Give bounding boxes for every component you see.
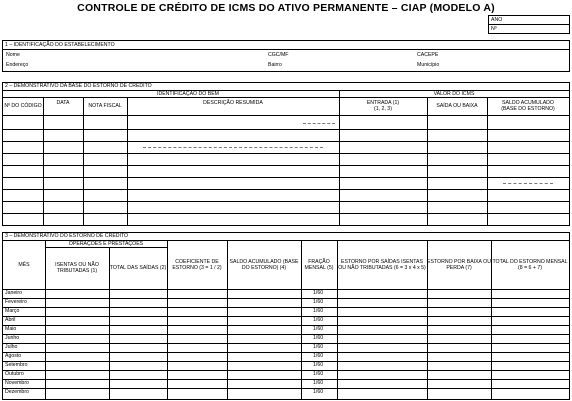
operacoes-header: OPERAÇÕES E PRESTAÇÕES	[68, 241, 144, 247]
col-total-saidas: TOTAL DAS SAÍDAS (2)	[109, 265, 167, 271]
month-label: Março	[5, 308, 20, 314]
col-numero-codigo: Nº DO CÓDIGO	[4, 103, 42, 109]
col-saldo-acumulado: SALDO ACUMULADO (BASE DO ESTORNO) (4)	[229, 259, 299, 271]
month-label: Janeiro	[5, 290, 23, 296]
fraction-value: 1/60	[313, 326, 324, 332]
col-entrada-label: ENTRADA (1)	[366, 100, 400, 106]
col-data: DATA	[56, 100, 70, 106]
col-saldo-label: SALDO ACUMULADO	[502, 100, 554, 106]
col-saldo-sub: (BASE DO ESTORNO)	[501, 106, 555, 112]
municipio-label: Município	[417, 62, 440, 68]
col-mes: MÊS	[18, 262, 30, 268]
month-label: Julho	[5, 344, 18, 350]
month-label: Fevereiro	[5, 299, 27, 305]
month-label: Agosto	[5, 353, 22, 359]
month-label: Setembro	[5, 362, 28, 368]
ano-numero-box	[488, 15, 570, 34]
section-estorno-credito	[2, 232, 570, 400]
col-estorno-saidas: ESTORNO POR SAÍDAS ISENTAS OU NÃO TRIBUTADAS (6 = 3 x 4 x 5)	[338, 259, 426, 271]
col-saldo	[487, 100, 569, 112]
col-fracao: FRAÇÃO MENSAL (5)	[304, 259, 334, 271]
month-label: Novembro	[5, 380, 29, 386]
bairro-label: Bairro	[268, 62, 282, 68]
col-descricao: DESCRIÇÃO RESUMIDA	[203, 100, 263, 106]
col-saida-baixa: SAÍDA OU BAIXA	[436, 103, 478, 109]
col-entrada	[339, 100, 427, 112]
fraction-value: 1/60	[313, 317, 324, 323]
ano-label: ANO	[491, 17, 503, 23]
col-entrada-sub: (1, 2, 3)	[374, 106, 392, 112]
month-rows	[3, 289, 569, 399]
fraction-value: 1/60	[313, 389, 324, 395]
nome-label: Nome	[6, 52, 20, 58]
month-label: Abril	[5, 317, 16, 323]
page-title: CONTROLE DE CRÉDITO DE ICMS DO ATIVO PERMANENTE – CIAP (MODELO A)	[77, 2, 495, 14]
fraction-value: 1/60	[313, 308, 324, 314]
month-label: Dezembro	[5, 389, 29, 395]
fraction-value: 1/60	[313, 380, 324, 386]
month-label: Junho	[5, 335, 20, 341]
section-identificacao	[2, 40, 570, 72]
section2-heading: 2 – DEMONSTRATIVO DA BASE DO ESTORNO DE CRÉDITO	[5, 83, 152, 89]
section3-heading: 3 – DEMONSTRATIVO DO ESTORNO DE CRÉDITO	[5, 233, 129, 239]
month-label: Maio	[5, 326, 17, 332]
fraction-value: 1/60	[313, 290, 324, 296]
endereco-label: Endereço	[6, 62, 29, 68]
fraction-value: 1/60	[313, 299, 324, 305]
fraction-value: 1/60	[313, 353, 324, 359]
cgcmf-label: CGC/MF	[268, 52, 289, 58]
valor-icms-header: VALOR DO ICMS	[433, 91, 475, 97]
month-label: Outubro	[5, 371, 24, 377]
col-estorno-perda: ESTORNO POR BAIXA OU PERDA (7)	[427, 259, 491, 271]
fraction-value: 1/60	[313, 344, 324, 350]
col-nota-fiscal: NOTA FISCAL	[88, 103, 122, 109]
col-isentas: ISENTAS OU NÃO TRIBUTADAS (1)	[55, 262, 99, 274]
section-base-estorno	[2, 82, 570, 226]
col-total-estorno: TOTAL DO ESTORNO MENSAL (8 = 6 + 7)	[492, 259, 568, 271]
fraction-value: 1/60	[313, 335, 324, 341]
fraction-value: 1/60	[313, 362, 324, 368]
numero-label: Nº	[491, 26, 497, 32]
table-row	[3, 388, 569, 397]
identificacao-bem-header: IDENTIFICAÇÃO DO BEM	[157, 91, 219, 97]
cacepe-label: CACEPE	[417, 52, 439, 58]
col-coeficiente: COEFICIENTE DE ESTORNO (3 = 1 / 2)	[172, 259, 222, 271]
fraction-value: 1/60	[313, 371, 324, 377]
section1-heading: 1 – IDENTIFICAÇÃO DO ESTABELECIMENTO	[5, 42, 115, 48]
